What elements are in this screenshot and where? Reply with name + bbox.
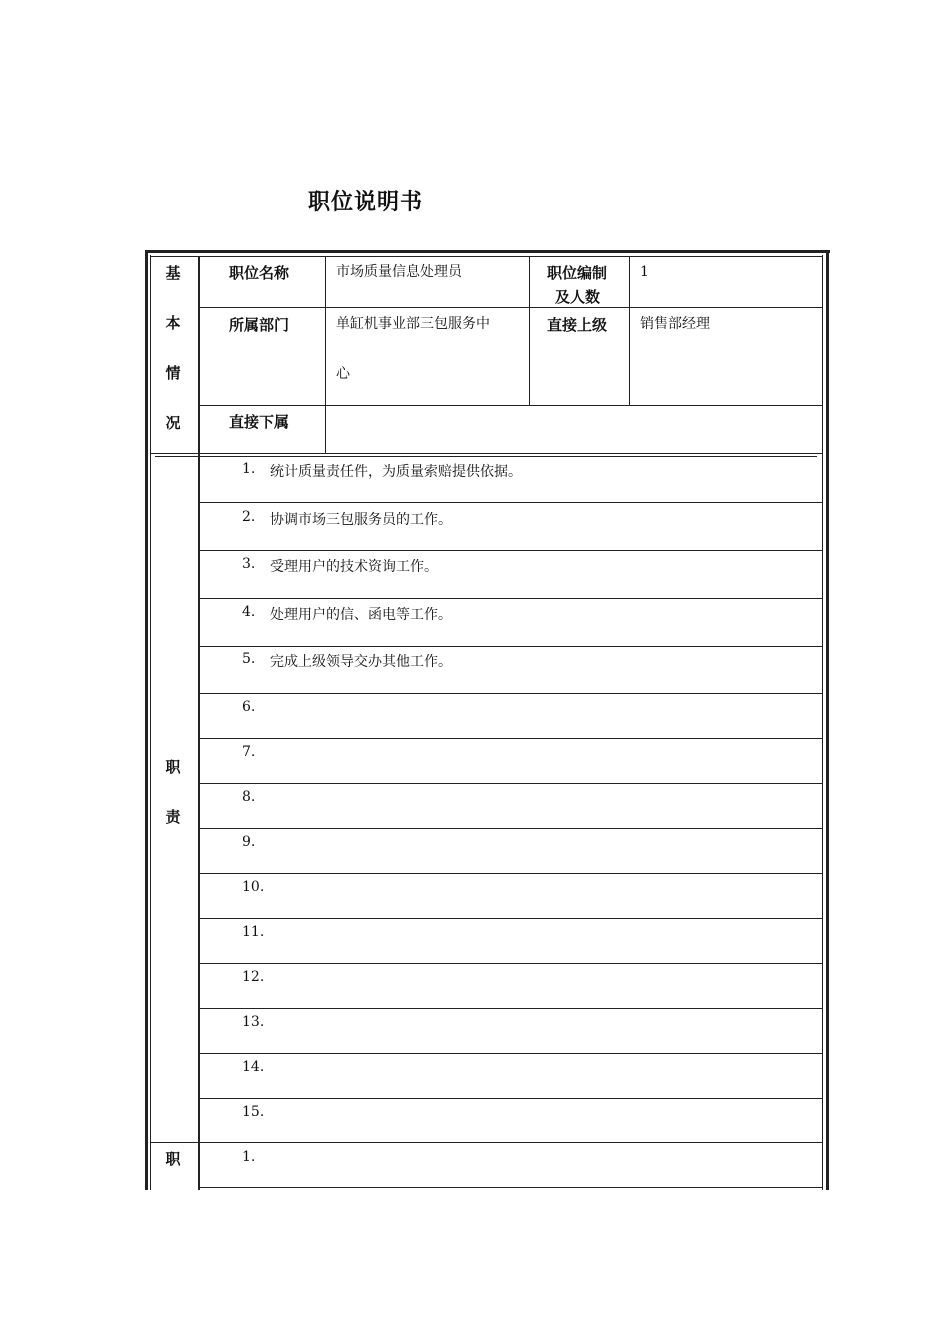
duties-section-char: 职: [165, 758, 181, 776]
duty-divider-13: [200, 1053, 822, 1054]
basic-row2-divider: [200, 405, 822, 406]
duty-number: 6.: [242, 699, 256, 715]
duty-divider-10: [200, 918, 822, 919]
table-top-border: [145, 250, 830, 253]
next-row-divider: [200, 1187, 822, 1188]
duty-text: 统计质量责任件，为质量索赔提供依据。: [270, 464, 522, 480]
duty-divider-9: [200, 873, 822, 874]
position-name-value: 市场质量信息处理员: [336, 264, 462, 280]
department-value-line1: 单缸机事业部三包服务中: [336, 316, 490, 332]
duty-number: 10.: [242, 879, 265, 895]
duty-text: 协调市场三包服务员的工作。: [270, 512, 452, 528]
department-value-line2: 心: [336, 366, 350, 382]
headcount-label-line1: 职位编制: [547, 264, 608, 282]
duty-divider-12: [200, 1008, 822, 1009]
superior-label: 直接上级: [547, 316, 608, 334]
headcount-label-line2: 及人数: [555, 288, 601, 306]
duty-number: 11.: [242, 924, 265, 940]
duties-section-char: 责: [165, 808, 181, 826]
duty-divider-6: [200, 738, 822, 739]
duty-number: 8.: [242, 789, 256, 805]
duty-number: 3.: [242, 556, 256, 572]
duty-divider-4: [200, 646, 822, 647]
table-inner-right-border: [822, 255, 823, 1190]
superior-value: 销售部经理: [640, 316, 710, 332]
basic-section-char: 情: [165, 364, 181, 382]
duty-divider-8: [200, 828, 822, 829]
basic-section-char: 本: [165, 314, 181, 332]
duty-number: 2.: [242, 509, 256, 525]
duty-divider-11: [200, 963, 822, 964]
basic-row1-divider: [200, 307, 822, 308]
basic-section-bottom-2: [155, 456, 817, 457]
duty-divider-5: [200, 693, 822, 694]
duty-number: 15.: [242, 1104, 265, 1120]
duty-divider-1: [200, 502, 822, 503]
table-inner-top-border: [150, 256, 823, 257]
duty-number: 5.: [242, 651, 256, 667]
duties-section-bottom: [150, 1142, 822, 1143]
basic-col3-divider: [629, 256, 630, 406]
department-label: 所属部门: [229, 316, 290, 334]
duty-text: 受理用户的技术资询工作。: [270, 559, 438, 575]
next-section-number: 1.: [242, 1149, 256, 1165]
next-section-char: 职: [165, 1150, 181, 1168]
subordinate-label: 直接下属: [229, 413, 290, 431]
duty-number: 13.: [242, 1014, 265, 1030]
position-name-label: 职位名称: [229, 264, 290, 282]
duty-text: 处理用户的信、函电等工作。: [270, 607, 452, 623]
duty-text: 完成上级领导交办其他工作。: [270, 654, 452, 670]
duty-number: 9.: [242, 834, 256, 850]
duty-divider-14: [200, 1098, 822, 1099]
basic-section-char: 况: [165, 414, 181, 432]
basic-col1-divider: [325, 256, 326, 454]
duty-number: 4.: [242, 604, 256, 620]
page-title: 职位说明书: [308, 190, 424, 215]
duty-number: 1.: [242, 461, 256, 477]
table-right-border: [826, 250, 829, 1190]
duty-divider-7: [200, 783, 822, 784]
table-inner-left-border: [150, 255, 151, 1190]
table-left-border: [145, 250, 148, 1190]
section-column-divider: [198, 256, 200, 1190]
duty-number: 14.: [242, 1059, 265, 1075]
basic-col2-divider: [529, 256, 530, 406]
duty-divider-3: [200, 598, 822, 599]
basic-section-bottom: [150, 453, 822, 454]
duty-number: 7.: [242, 744, 256, 760]
duty-number: 12.: [242, 969, 265, 985]
duty-divider-2: [200, 550, 822, 551]
headcount-value: 1: [640, 264, 649, 280]
basic-section-char: 基: [165, 264, 181, 282]
